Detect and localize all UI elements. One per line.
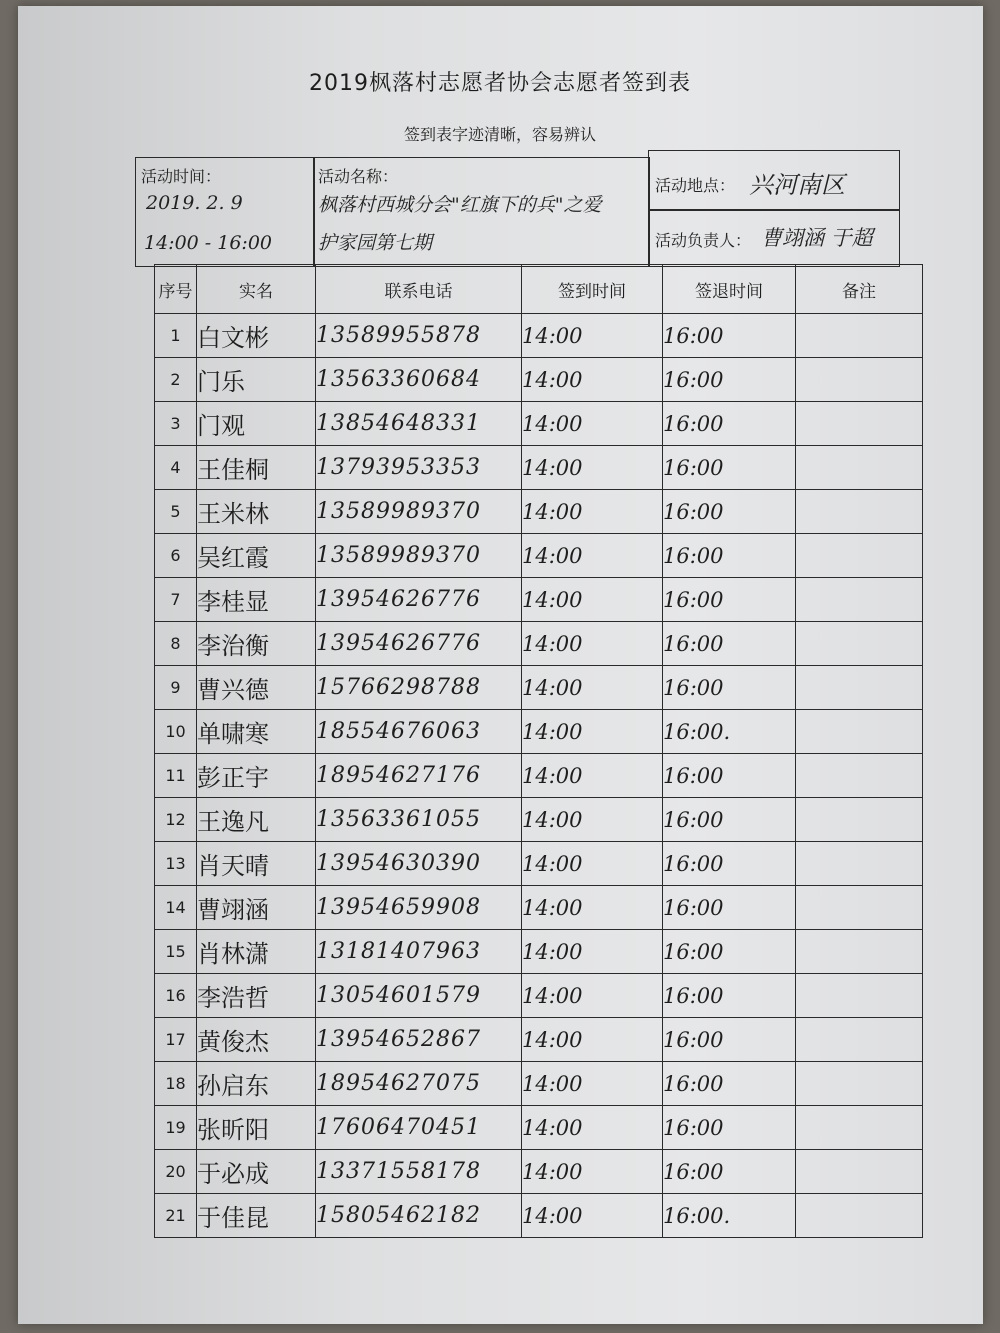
activity-place-box [648, 150, 900, 211]
row-number: 18 [155, 1062, 197, 1106]
table-row [155, 1150, 923, 1194]
contact-phone: 15766298788 [316, 666, 522, 710]
volunteer-name: 单啸寒 [197, 710, 316, 754]
volunteer-name: 曹兴德 [197, 666, 316, 710]
contact-phone: 13793953353 [316, 446, 522, 490]
note-cell [796, 930, 923, 974]
volunteer-name: 黄俊杰 [197, 1018, 316, 1062]
volunteer-name: 李桂显 [197, 578, 316, 622]
contact-phone: 13589989370 [316, 490, 522, 534]
signout-time: 16:00 [663, 754, 796, 798]
row-number: 16 [155, 974, 197, 1018]
signout-time: 16:00 [663, 402, 796, 446]
activity-leader-box [648, 209, 900, 267]
signin-time: 14:00 [522, 490, 663, 534]
contact-phone: 13563361055 [316, 798, 522, 842]
signin-time: 14:00 [522, 358, 663, 402]
table-row [155, 1106, 923, 1150]
signout-time: 16:00 [663, 842, 796, 886]
table-row [155, 534, 923, 578]
row-number: 6 [155, 534, 197, 578]
row-number: 9 [155, 666, 197, 710]
row-number: 13 [155, 842, 197, 886]
row-number: 20 [155, 1150, 197, 1194]
signout-time: 16:00 [663, 314, 796, 358]
volunteer-name: 于佳昆 [197, 1194, 316, 1238]
activity-leader-value: 曹翊涵 于超 [761, 226, 873, 250]
signin-time: 14:00 [522, 1062, 663, 1106]
contact-phone: 13854648331 [316, 402, 522, 446]
activity-place-label: 活动地点： [655, 176, 736, 195]
activity-name-line1: 枫落村西城分会"红旗下的兵"之爱 [318, 194, 602, 216]
signin-time: 14:00 [522, 314, 663, 358]
volunteer-name: 门乐 [197, 358, 316, 402]
note-cell [796, 798, 923, 842]
volunteer-name: 王逸凡 [197, 798, 316, 842]
note-cell [796, 578, 923, 622]
activity-leader-label: 活动负责人： [655, 231, 752, 250]
table-row [155, 490, 923, 534]
signout-time: 16:00 [663, 930, 796, 974]
contact-phone: 13954626776 [316, 578, 522, 622]
row-number: 10 [155, 710, 197, 754]
table-row [155, 358, 923, 402]
activity-time-label: 活动时间： [141, 167, 222, 186]
note-cell [796, 446, 923, 490]
contact-phone: 15805462182 [316, 1194, 522, 1238]
row-number: 15 [155, 930, 197, 974]
col-header-phone: 联系电话 [316, 265, 522, 314]
volunteer-name: 彭正宇 [197, 754, 316, 798]
signin-time: 14:00 [522, 754, 663, 798]
signin-time: 14:00 [522, 886, 663, 930]
volunteer-name: 孙启东 [197, 1062, 316, 1106]
signin-time: 14:00 [522, 446, 663, 490]
contact-phone: 13563360684 [316, 358, 522, 402]
row-number: 5 [155, 490, 197, 534]
table-row [155, 842, 923, 886]
row-number: 21 [155, 1194, 197, 1238]
volunteer-name: 吴红霞 [197, 534, 316, 578]
col-header-note: 备注 [796, 265, 923, 314]
row-number: 4 [155, 446, 197, 490]
signout-time: 16:00 [663, 622, 796, 666]
contact-phone: 13589955878 [316, 314, 522, 358]
note-cell [796, 314, 923, 358]
note-cell [796, 710, 923, 754]
contact-phone: 13954659908 [316, 886, 522, 930]
row-number: 19 [155, 1106, 197, 1150]
note-cell [796, 842, 923, 886]
volunteer-name: 门观 [197, 402, 316, 446]
signin-time: 14:00 [522, 578, 663, 622]
activity-name-box [313, 157, 650, 267]
table-row [155, 1062, 923, 1106]
table-row [155, 798, 923, 842]
row-number: 12 [155, 798, 197, 842]
activity-date-value: 2019. 2. 9 [146, 192, 243, 214]
signout-time: 16:00 [663, 490, 796, 534]
signin-time: 14:00 [522, 1194, 663, 1238]
contact-phone: 13954652867 [316, 1018, 522, 1062]
volunteer-name: 李浩哲 [197, 974, 316, 1018]
signout-time: 16:00 [663, 974, 796, 1018]
volunteer-name: 张昕阳 [197, 1106, 316, 1150]
table-row [155, 754, 923, 798]
table-row [155, 1194, 923, 1238]
table-header-row [155, 265, 923, 314]
volunteer-name: 曹翊涵 [197, 886, 316, 930]
volunteer-name: 李治衡 [197, 622, 316, 666]
page-subtitle: 签到表字迹清晰，容易辨认 [403, 125, 596, 144]
activity-name-line2: 护家园第七期 [318, 232, 433, 254]
activity-time-box [135, 157, 315, 267]
note-cell [796, 402, 923, 446]
table-row [155, 886, 923, 930]
signout-time: 16:00 [663, 666, 796, 710]
volunteer-name: 白文彬 [197, 314, 316, 358]
col-header-no: 序号 [155, 265, 197, 314]
contact-phone: 17606470451 [316, 1106, 522, 1150]
page-title: 2019枫落村志愿者协会志愿者签到表 [309, 71, 691, 96]
contact-phone: 13371558178 [316, 1150, 522, 1194]
note-cell [796, 1106, 923, 1150]
contact-phone: 18954627075 [316, 1062, 522, 1106]
volunteer-name: 王米林 [197, 490, 316, 534]
signout-time: 16:00 [663, 1062, 796, 1106]
signout-time: 16:00 [663, 798, 796, 842]
activity-place-value: 兴河南区 [749, 171, 845, 199]
signout-time: 16:00 [663, 358, 796, 402]
signout-time: 16:00 [663, 534, 796, 578]
volunteer-name: 于必成 [197, 1150, 316, 1194]
table-row [155, 930, 923, 974]
signout-time: 16:00. [663, 710, 796, 754]
note-cell [796, 1062, 923, 1106]
activity-time-value: 14:00 - 16:00 [144, 232, 273, 254]
note-cell [796, 974, 923, 1018]
signout-time: 16:00 [663, 1106, 796, 1150]
signout-time: 16:00 [663, 446, 796, 490]
signin-time: 14:00 [522, 974, 663, 1018]
row-number: 3 [155, 402, 197, 446]
activity-name-label: 活动名称： [318, 167, 399, 186]
table-row [155, 710, 923, 754]
signin-time: 14:00 [522, 622, 663, 666]
contact-phone: 13589989370 [316, 534, 522, 578]
table-row [155, 578, 923, 622]
note-cell [796, 490, 923, 534]
contact-phone: 13954626776 [316, 622, 522, 666]
note-cell [796, 358, 923, 402]
note-cell [796, 1150, 923, 1194]
note-cell [796, 886, 923, 930]
signin-time: 14:00 [522, 402, 663, 446]
row-number: 2 [155, 358, 197, 402]
note-cell [796, 1018, 923, 1062]
signin-time: 14:00 [522, 930, 663, 974]
signin-time: 14:00 [522, 798, 663, 842]
contact-phone: 13954630390 [316, 842, 522, 886]
contact-phone: 13054601579 [316, 974, 522, 1018]
table-row [155, 622, 923, 666]
signin-time: 14:00 [522, 534, 663, 578]
row-number: 11 [155, 754, 197, 798]
signin-time: 14:00 [522, 710, 663, 754]
signin-time: 14:00 [522, 1150, 663, 1194]
contact-phone: 18554676063 [316, 710, 522, 754]
signout-time: 16:00 [663, 578, 796, 622]
row-number: 17 [155, 1018, 197, 1062]
col-header-signout: 签退时间 [663, 265, 796, 314]
note-cell [796, 622, 923, 666]
table-row [155, 666, 923, 710]
signin-time: 14:00 [522, 842, 663, 886]
row-number: 1 [155, 314, 197, 358]
contact-phone: 18954627176 [316, 754, 522, 798]
signout-time: 16:00 [663, 1150, 796, 1194]
contact-phone: 13181407963 [316, 930, 522, 974]
volunteer-name: 肖林潇 [197, 930, 316, 974]
signin-table [154, 264, 923, 1238]
col-header-name: 实名 [197, 265, 316, 314]
note-cell [796, 754, 923, 798]
note-cell [796, 534, 923, 578]
signin-time: 14:00 [522, 666, 663, 710]
signout-time: 16:00. [663, 1194, 796, 1238]
volunteer-name: 肖天晴 [197, 842, 316, 886]
row-number: 8 [155, 622, 197, 666]
signout-time: 16:00 [663, 1018, 796, 1062]
table-row [155, 314, 923, 358]
signin-time: 14:00 [522, 1106, 663, 1150]
note-cell [796, 666, 923, 710]
signin-time: 14:00 [522, 1018, 663, 1062]
table-row [155, 446, 923, 490]
row-number: 14 [155, 886, 197, 930]
volunteer-name: 王佳桐 [197, 446, 316, 490]
table-row [155, 1018, 923, 1062]
col-header-signin: 签到时间 [522, 265, 663, 314]
table-row [155, 974, 923, 1018]
table-row [155, 402, 923, 446]
signout-time: 16:00 [663, 886, 796, 930]
row-number: 7 [155, 578, 197, 622]
note-cell [796, 1194, 923, 1238]
